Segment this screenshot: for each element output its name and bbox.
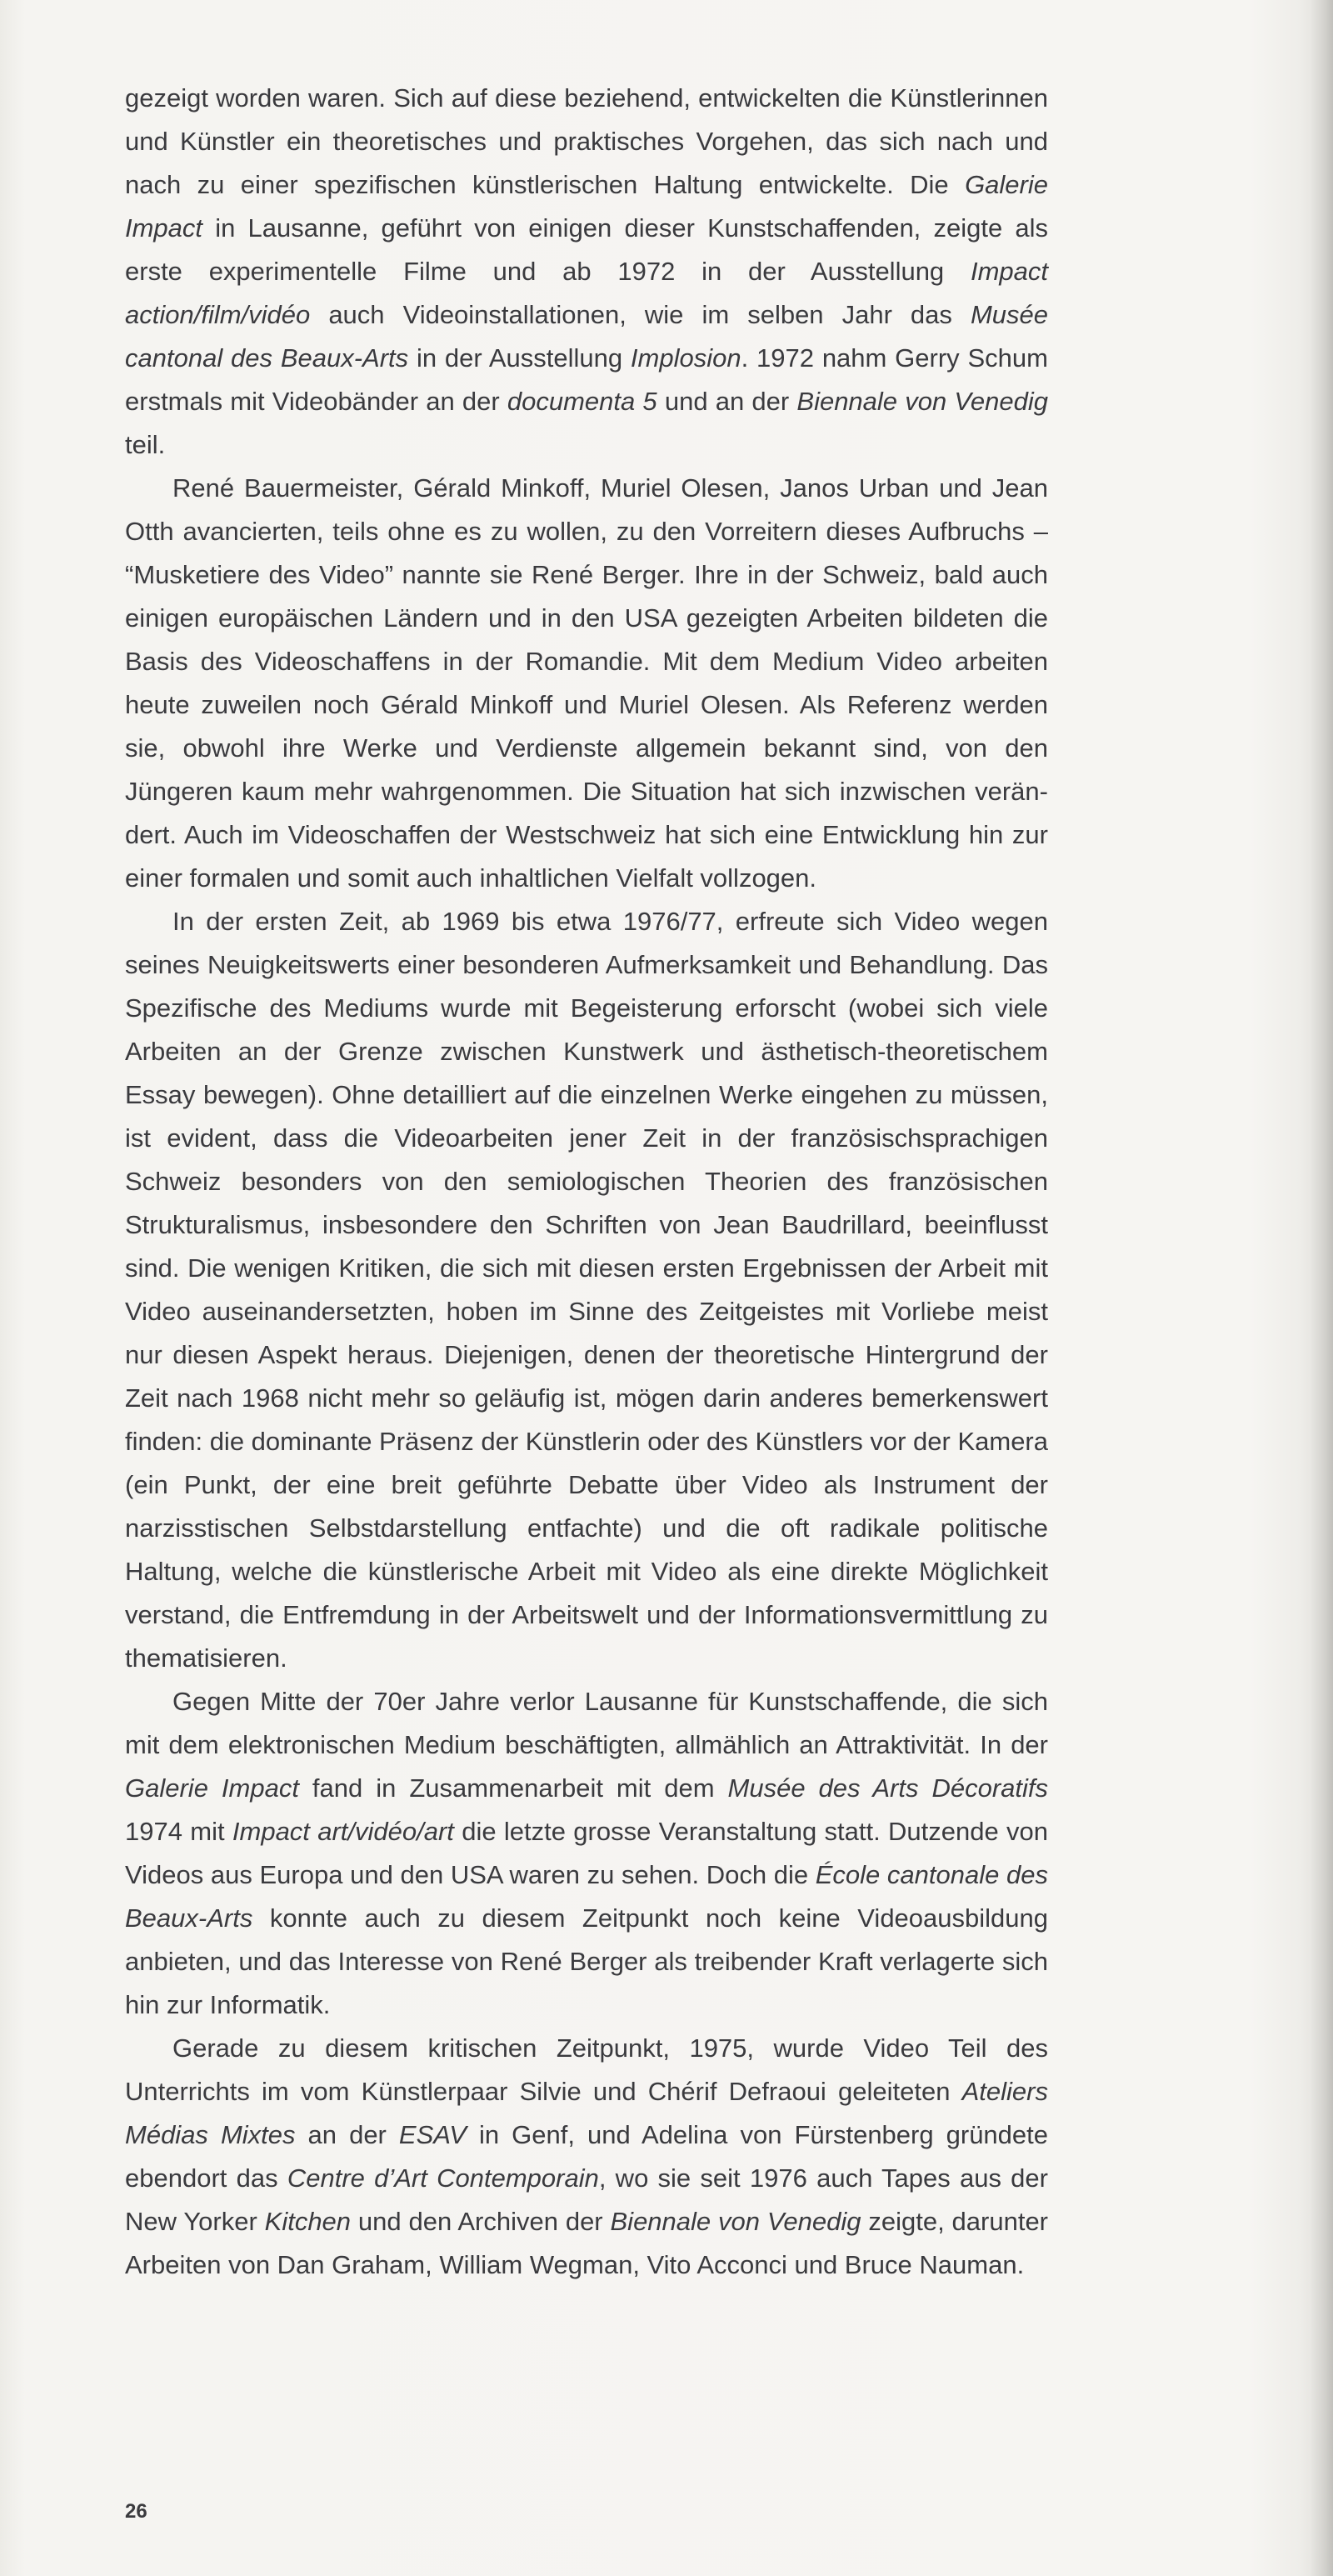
text-run: , wo sie seit 1976 auch Tapes aus der New Yorker — [125, 2163, 1048, 2236]
body-text — [125, 77, 1048, 2287]
paragraph-5 — [125, 2027, 1048, 2287]
paragraph-1 — [125, 77, 1048, 467]
page-gutter-shadow — [1310, 0, 1333, 2576]
text-run: In der ersten Zeit, ab 1969 bis etwa 1976/77, erfreute sich Video wegen seines Neuigkeitswerts einer besonderen Aufmerksamkeit und Behandlung. Das Spezifische des Mediums wurde mit Begeisterung erforscht (wobei sich viele Arbeiten an der Grenze zwischen Kunstwerk und ästhetisch-theoretischem Essay bewegen). Ohne detailliert auf die einzelnen Werke eingehen zu müssen, ist evident, dass die Videoarbeiten jener Zeit in der französischsprachigen Schweiz besonders von den semiologischen Theorien des französischen Strukturalismus, insbesondere den Schriften von Jean Baudrillard, beeinflusst sind. Die wenigen Kritiken, die sich mit diesen ersten Ergebnissen der Arbeit mit Video auseinandersetzten, hoben im Sinne des Zeitgeistes mit Vorliebe meist nur diesen Aspekt heraus. Diejenigen, denen der theoretische Hintergrund der Zeit nach 1968 nicht mehr so geläufig ist, mögen darin anderes bemerkenswert finden: die dominante Präsenz der Künstlerin oder des Künstlers vor der Kamera (ein Punkt, der eine breit geführte Debatte über Video als Instrument der narzisstischen Selbstdarstellung entfachte) und die oft radikale politische Haltung, welche die künstlerische Arbeit mit Video als eine direkte Möglichkeit verstand, die Entfremdung in der Arbeitswelt und der Informationsvermittlung zu thematisieren. — [125, 907, 1048, 1673]
text-run: in der Ausstellung — [408, 343, 631, 373]
text-run: teil. — [125, 430, 166, 459]
italic-title: Biennale von Venedig — [610, 2207, 861, 2236]
italic-title: Implosion — [630, 343, 741, 373]
text-run: 1974 mit — [125, 1817, 232, 1846]
paragraph-4 — [125, 1680, 1048, 2027]
italic-title: Impact action/film/vidéo — [125, 257, 1048, 329]
italic-title: École cantonale des Beaux-Arts — [125, 1860, 1048, 1933]
italic-title: Galerie Impact — [125, 1773, 299, 1803]
text-run: fand in Zusammenarbeit mit dem — [298, 1773, 728, 1803]
text-run: Gerade zu diesem kritischen Zeitpunkt, 1975, wurde Video Teil des Unterrichts im vom Künstlerpaar Silvie und Chérif Defraoui geleiteten — [125, 2033, 1048, 2106]
page-number: 26 — [125, 2500, 147, 2523]
text-run: an der — [295, 2120, 399, 2149]
italic-title: ESAV — [398, 2120, 467, 2149]
text-run: in Genf, und Adelina von Fürstenberg gründete ebendort das — [125, 2120, 1049, 2193]
italic-title: Impact art/vidéo/art — [232, 1817, 454, 1846]
italic-title: documenta 5 — [507, 387, 657, 416]
italic-title: Ateliers Médias Mixtes — [125, 2077, 1048, 2149]
text-run: zeigte, darunter Arbeiten von Dan Graham, William Wegman, Vito Acconci und Bruce Nauman. — [125, 2207, 1049, 2279]
text-run: René Bauermeister, Gérald Minkoff, Muriel Olesen, Janos Urban und Jean Otth avancierten, teils ohne es zu wollen, zu den Vorreitern dieses Aufbruchs – “Musketiere des Video” nannte sie René Berger. Ihre in der Schweiz, bald auch einigen europäischen Ländern und in den USA gezeigten Arbeiten bildeten die Basis des Videoschaffens in der Romandie. Mit dem Medium Video arbeiten heute zuweilen noch Gérald Minkoff und Muriel Olesen. Als Referenz werden sie, obwohl ihre Werke und Verdienste allgemein bekannt sind, von den Jüngeren kaum mehr wahrgenommen. Die Situation hat sich inzwischen verändert. Auch im Videoschaffen der Westschweiz hat sich eine Entwicklung hin zur einer formalen und somit auch inhaltlichen Vielfalt vollzogen. — [125, 473, 1048, 893]
text-run: konnte auch zu diesem Zeitpunkt noch keine Videoausbildung anbieten, und das Interesse von René Berger als treibender Kraft verlagerte sich hin zur Informatik. — [125, 1903, 1048, 2019]
text-run: und an der — [657, 387, 797, 416]
italic-title: Kitchen — [264, 2207, 352, 2236]
italic-title: Biennale von Venedig — [796, 387, 1048, 416]
text-run: Gegen Mitte der 70er Jahre verlor Lausanne für Kunstschaffende, die sich mit dem elektronischen Medium beschäftigten, allmählich an Attraktivität. In der — [125, 1687, 1048, 1759]
text-run: auch Videoinstallationen, wie im selben Jahr das — [310, 300, 971, 329]
paragraph-2 — [125, 467, 1048, 900]
text-run: gezeigt worden waren. Sich auf diese beziehend, entwickelten die Künstlerinnen und Künstler ein theoretisches und praktisches Vorgehen, das sich nach und nach zu einer spezifischen künstlerischen Haltung entwickelte. Die — [125, 83, 1048, 199]
italic-title: Musée des Arts Décoratifs — [727, 1773, 1049, 1803]
text-run: und den Archiven der — [351, 2207, 611, 2236]
paragraph-3 — [125, 900, 1048, 1680]
italic-title: Centre d’Art Contemporain — [287, 2163, 599, 2193]
text-run: in Lausanne, geführt von einigen dieser Kunstschaffenden, zeigte als erste experimentelle Filme und ab 1972 in der Ausstellung — [125, 213, 1048, 286]
text-run: . 1972 nahm Gerry Schum erstmals mit Videobänder an der — [125, 343, 1048, 416]
italic-title: Musée cantonal des Beaux-Arts — [125, 300, 1048, 373]
text-run: die letzte grosse Veranstaltung statt. Dutzende von Videos aus Europa und den USA waren zu sehen. Doch die — [125, 1817, 1048, 1889]
italic-title: Galerie Impact — [125, 170, 1048, 243]
